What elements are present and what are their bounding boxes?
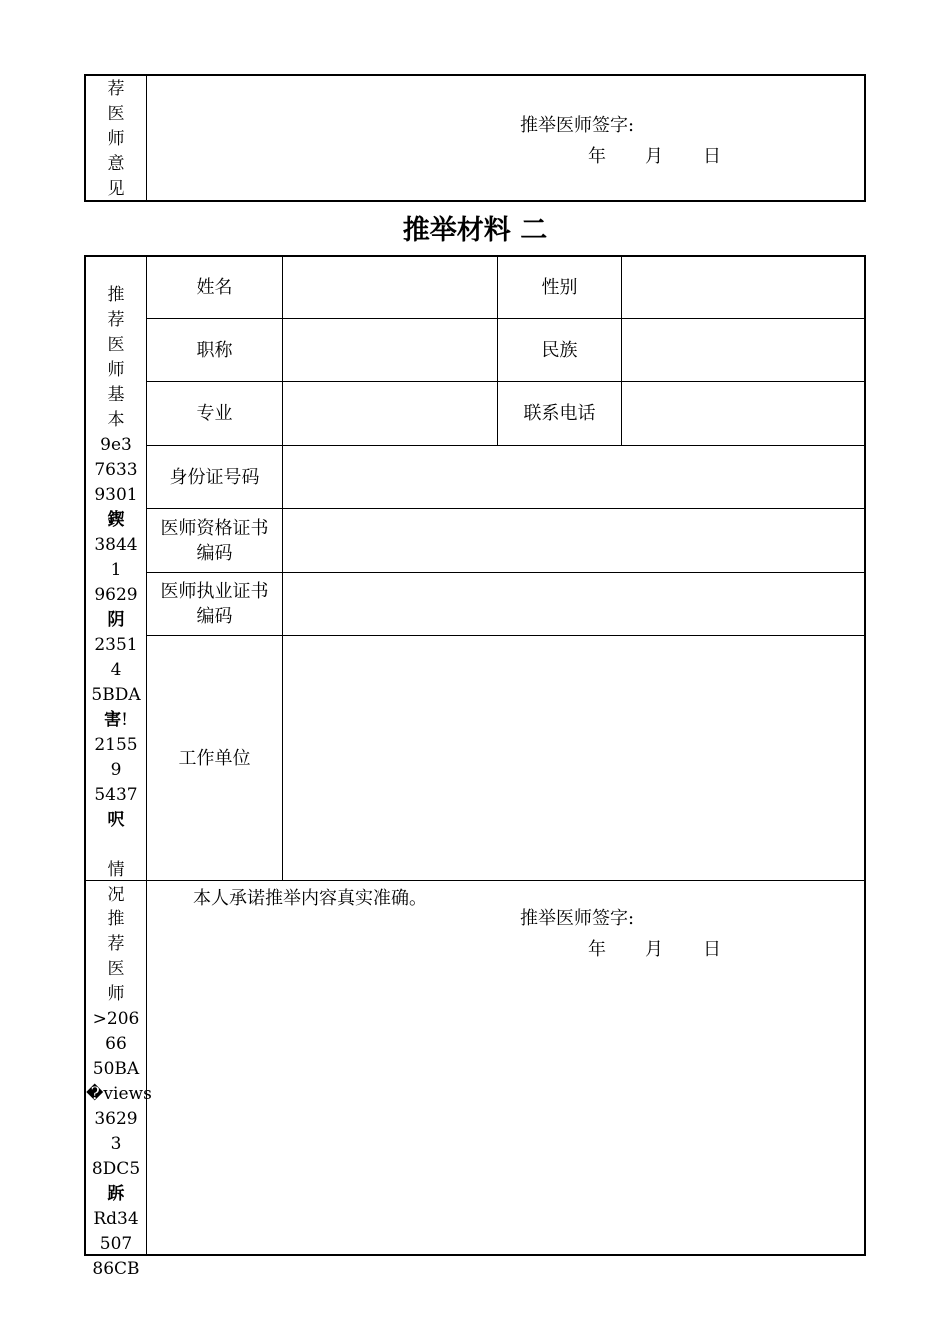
- opinion-field[interactable]: [147, 962, 864, 1254]
- qualification-cert-field[interactable]: [283, 509, 864, 572]
- specialty-field[interactable]: [283, 382, 497, 445]
- signature-label-2: 推举医师签字:: [520, 908, 635, 929]
- employer-label: 工作单位: [178, 747, 251, 769]
- phone-field[interactable]: [622, 382, 864, 445]
- date-year-1: 年: [588, 146, 606, 167]
- section-title: 推举材料 二: [402, 215, 548, 246]
- date-month-1: 月: [645, 146, 663, 167]
- ethnicity-label: 民族: [541, 339, 578, 361]
- divider: [84, 880, 865, 881]
- ethnicity-field[interactable]: [622, 319, 864, 381]
- practice-cert-label: 医师执业证书 编码: [160, 581, 269, 627]
- id-number-field[interactable]: [283, 446, 864, 508]
- employer-field[interactable]: [283, 636, 864, 880]
- phone-label: 联系电话: [523, 403, 596, 424]
- qualification-cert-label: 医师资格证书 编码: [160, 517, 269, 564]
- practice-cert-field[interactable]: [283, 573, 864, 635]
- date-month-2: 月: [645, 939, 663, 960]
- date-day-2: 日: [703, 939, 721, 960]
- name-label: 姓名: [196, 276, 233, 298]
- opinion-side-label-2: 推 荐 医 师 >206 66 50BA �views 3629 3 8DC5 跅 Rd34 507 86CB: [86, 909, 152, 1279]
- pledge-text: 本人承诺推举内容真实准确。: [193, 888, 427, 909]
- date-year-2: 年: [588, 939, 606, 960]
- title-field[interactable]: [283, 319, 497, 381]
- signature-label-1: 推举医师签字:: [520, 115, 635, 136]
- gender-field[interactable]: [622, 256, 864, 318]
- gender-label: 性别: [541, 276, 578, 298]
- basic-info-side-label: 推 荐 医 师 基 本 9e3 7633 9301 鍥 3844 1 9629 阴 2351 4 5BDA 害! 2155 9 5437 呎 情 况: [91, 285, 141, 905]
- specialty-label: 专业: [196, 403, 233, 424]
- divider: [146, 74, 147, 202]
- id-number-label: 身份证号码: [169, 466, 260, 488]
- name-field[interactable]: [283, 256, 497, 318]
- recommender-opinion-box-1: [84, 74, 866, 202]
- opinion-side-label-1: 荐 医 师 意 见: [107, 79, 125, 199]
- date-day-1: 日: [703, 146, 721, 167]
- title-label: 职称: [196, 339, 233, 361]
